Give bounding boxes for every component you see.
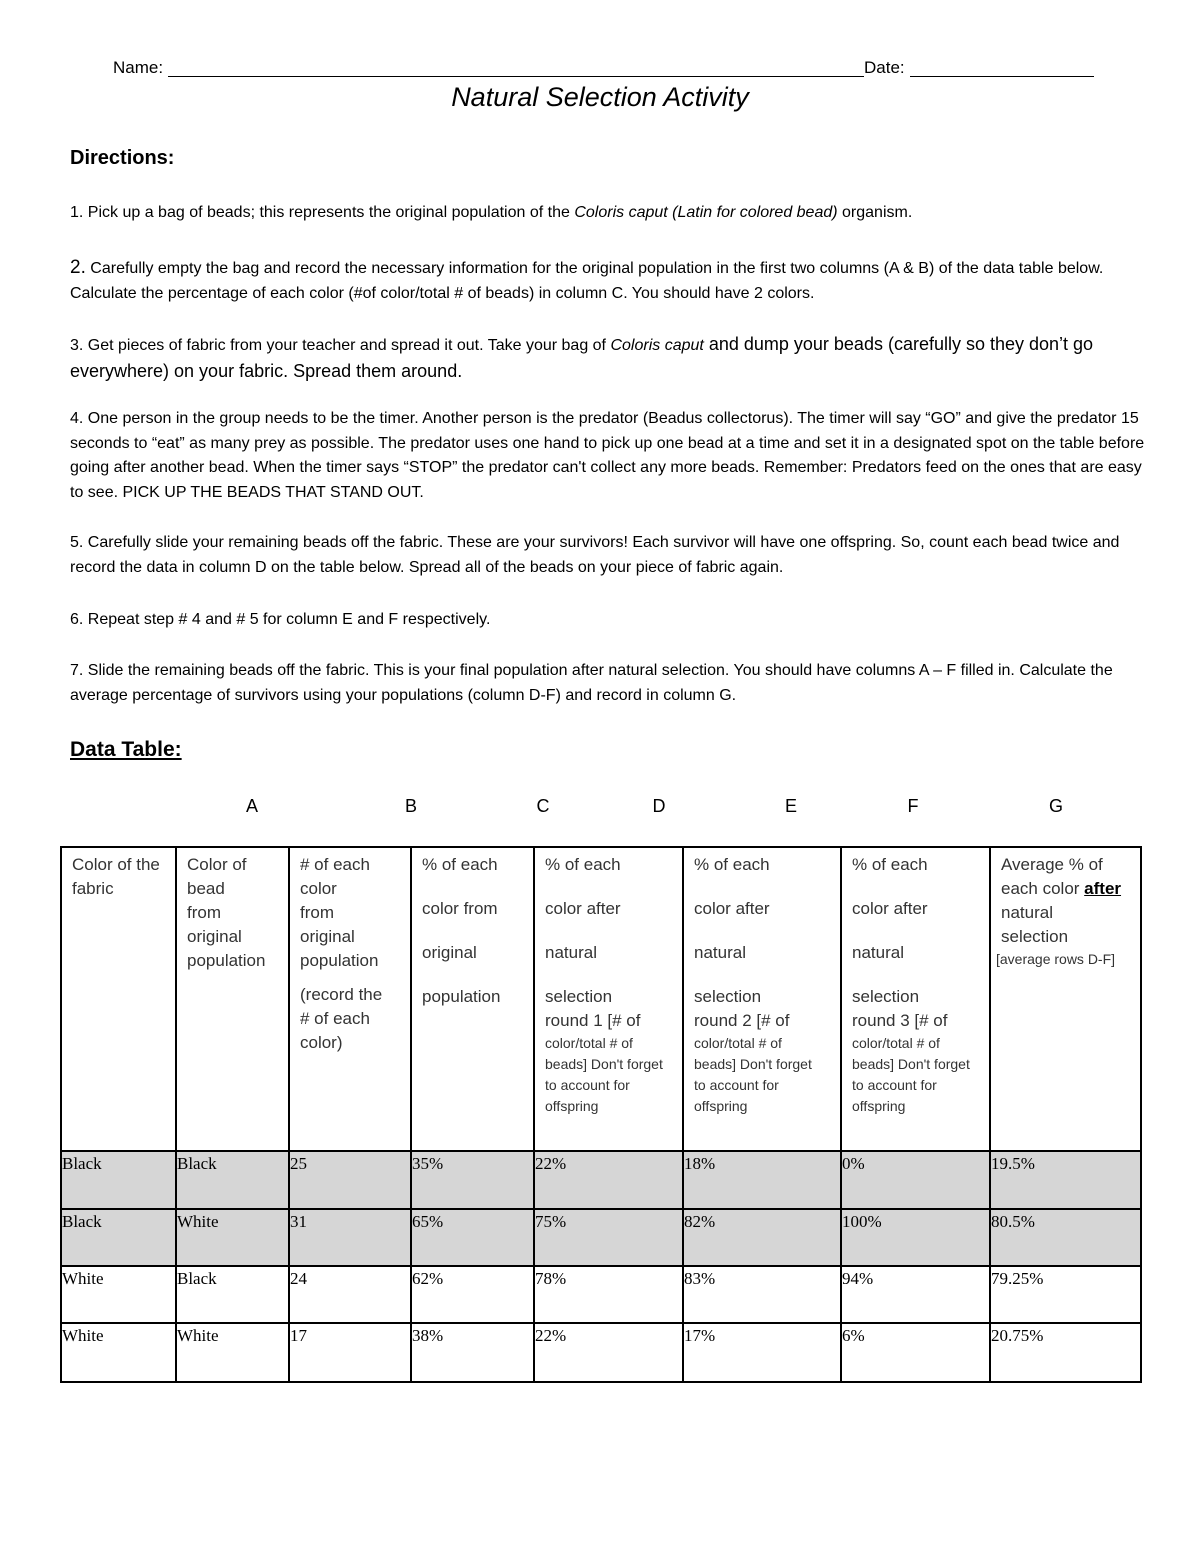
table-cell[interactable]: 0% xyxy=(841,1151,990,1209)
table-cell[interactable]: 35% xyxy=(411,1151,534,1209)
table-cell[interactable]: 24 xyxy=(289,1266,411,1323)
header-bead-count: # of each color from original population (record the # of each color) xyxy=(289,847,411,1151)
table-cell[interactable]: 31 xyxy=(289,1209,411,1266)
step2-number: 2. xyxy=(70,257,86,278)
header-percent-original: % of each color from original population xyxy=(411,847,534,1151)
table-cell[interactable]: 65% xyxy=(411,1209,534,1266)
table-cell[interactable]: 22% xyxy=(534,1323,683,1382)
table-cell[interactable]: 79.25% xyxy=(990,1266,1141,1323)
table-cell[interactable]: 83% xyxy=(683,1266,841,1323)
page-title: Natural Selection Activity xyxy=(451,82,749,112)
table-row xyxy=(61,1266,1141,1323)
table-cell[interactable]: Black xyxy=(61,1151,176,1209)
table-row xyxy=(61,1209,1141,1266)
table-cell[interactable]: White xyxy=(176,1209,289,1266)
column-letter-e: E xyxy=(784,796,797,816)
table-cell[interactable]: 17 xyxy=(289,1323,411,1382)
table-header-row xyxy=(61,847,1141,1151)
column-letter-b: B xyxy=(404,796,417,816)
table-cell[interactable]: 62% xyxy=(411,1266,534,1323)
table-cell[interactable]: Black xyxy=(61,1209,176,1266)
column-letter-f: F xyxy=(907,796,919,816)
column-letter-g: G xyxy=(1048,796,1063,816)
step2-text: Carefully empty the bag and record the necessary information for the original population in the first two columns (A & B) of the data table below. Calculate the percentage of each color (#of color/total # of beads) in column C. You should have 2 colors. xyxy=(70,260,1104,302)
direction-step-1 xyxy=(70,201,1150,226)
data-table xyxy=(60,846,1142,1383)
name-label: Name: xyxy=(113,58,164,77)
table-cell[interactable]: White xyxy=(61,1323,176,1382)
table-cell[interactable]: 100% xyxy=(841,1209,990,1266)
table-cell[interactable]: 18% xyxy=(683,1151,841,1209)
table-cell[interactable]: Black xyxy=(176,1266,289,1323)
column-letter-a: A xyxy=(245,796,258,816)
table-cell[interactable]: 94% xyxy=(841,1266,990,1323)
table-cell[interactable]: 38% xyxy=(411,1323,534,1382)
step3-species: Coloris caput xyxy=(610,337,704,354)
column-letter-c: C xyxy=(536,796,550,816)
table-cell[interactable]: White xyxy=(176,1323,289,1382)
step4-text: 4. One person in the group needs to be the timer. Another person is the predator (Beadus collectorus). The timer will say “GO” and give the predator 15 seconds to “eat” as many prey as possible. The predator uses one hand to pick up one bead at a time and set it in a designated spot on the table before going after another bead. When the timer says “STOP” the predator can't collect any more beads. Remember: Predators feed on the ones that are easy to see. PICK UP THE BEADS THAT STAND OUT. xyxy=(70,410,1145,501)
direction-step-3 xyxy=(70,332,1145,385)
header-fabric-color: Color of the fabric xyxy=(61,847,176,1151)
direction-step-7 xyxy=(70,659,1150,708)
header-round-2: % of each color after natural selection round 2 [# of color/total # of beads] Don't forget to account for offspring xyxy=(683,847,841,1151)
header-round-1: % of each color after natural selection round 1 [# of color/total # of beads] Don't forget to account for offspring xyxy=(534,847,683,1151)
date-blank-line[interactable] xyxy=(910,58,1094,77)
table-cell[interactable]: 22% xyxy=(534,1151,683,1209)
name-blank-line[interactable] xyxy=(168,58,864,77)
table-cell[interactable]: 80.5% xyxy=(990,1209,1141,1266)
direction-step-6 xyxy=(70,608,1150,633)
step1-text-end: organism. xyxy=(837,204,913,221)
table-cell[interactable]: 82% xyxy=(683,1209,841,1266)
step1-text: 1. Pick up a bag of beads; this represents the original population of the xyxy=(70,204,575,221)
table-row xyxy=(61,1151,1141,1209)
table-cell[interactable]: 78% xyxy=(534,1266,683,1323)
date-label: Date: xyxy=(864,58,905,77)
table-cell[interactable]: 6% xyxy=(841,1323,990,1382)
directions-heading: Directions: xyxy=(70,147,175,169)
table-cell[interactable]: 17% xyxy=(683,1323,841,1382)
step5-text: 5. Carefully slide your remaining beads off the fabric. These are your survivors! Each survivor will have one offspring. So, count each bead twice and record the data in column D on the table below. Spread all of the beads on your piece of fabric again. xyxy=(70,534,1120,576)
table-cell[interactable]: 20.75% xyxy=(990,1323,1141,1382)
header-round-3: % of each color after natural selection round 3 [# of color/total # of beads] Don't forget to account for offspring xyxy=(841,847,990,1151)
data-table-heading: Data Table: xyxy=(70,738,182,761)
table-row xyxy=(61,1323,1141,1382)
step6-text: 6. Repeat step # 4 and # 5 for column E and F respectively. xyxy=(70,611,491,628)
step1-species: Coloris caput (Latin for colored bead) xyxy=(574,204,838,221)
direction-step-5 xyxy=(70,531,1150,580)
table-cell[interactable]: 25 xyxy=(289,1151,411,1209)
header-bead-color: Color of bead from original population xyxy=(176,847,289,1151)
header-average: Average % of each color after natural selection [average rows D-F] xyxy=(990,847,1141,1151)
column-letter-d: D xyxy=(652,796,666,816)
table-cell[interactable]: White xyxy=(61,1266,176,1323)
table-cell[interactable]: 19.5% xyxy=(990,1151,1141,1209)
step3-text-end: and dump your beads (carefully so they don’t go everywhere) on your fabric. Spread them around. xyxy=(70,334,1094,381)
direction-step-2 xyxy=(70,256,1150,306)
table-cell[interactable]: Black xyxy=(176,1151,289,1209)
step3-text: 3. Get pieces of fabric from your teacher and spread it out. Take your bag of xyxy=(70,337,611,354)
direction-step-4 xyxy=(70,407,1150,505)
step7-text: 7. Slide the remaining beads off the fabric. This is your final population after natural selection. You should have columns A – F filled in. Calculate the average percentage of survivors using your populations (column D-F) and record in column G. xyxy=(70,662,1113,704)
table-cell[interactable]: 75% xyxy=(534,1209,683,1266)
